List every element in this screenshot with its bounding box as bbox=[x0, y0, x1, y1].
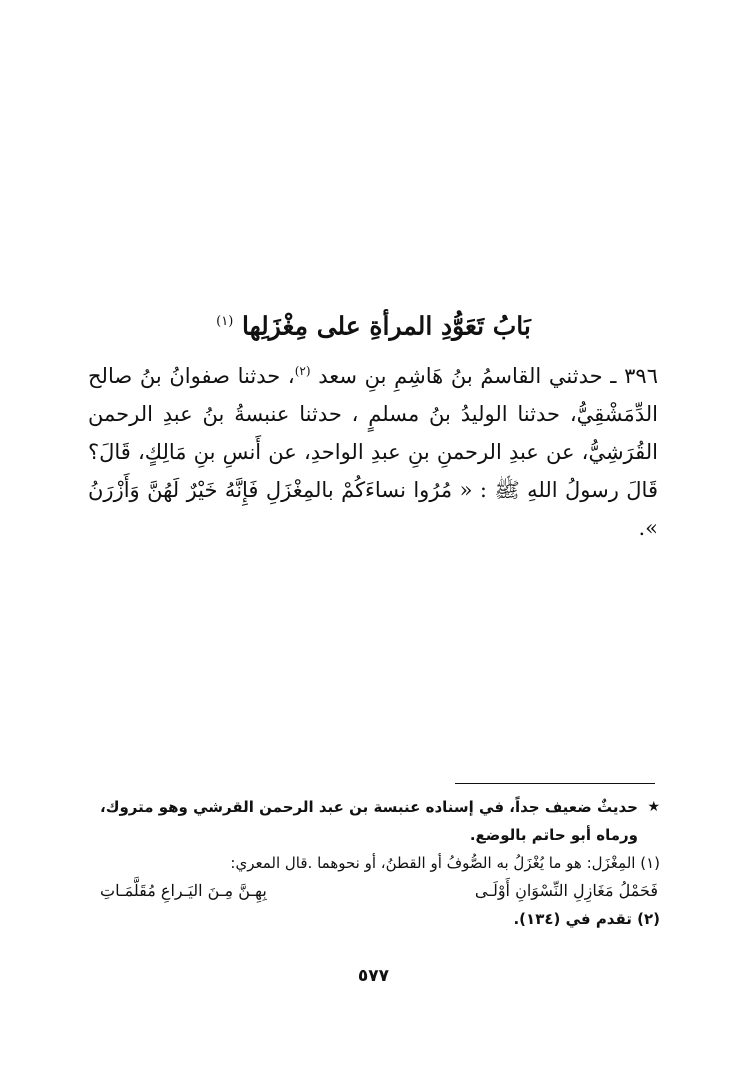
poem-second-hemistich: بِهِـنَّ مِـنَ اليَـراعِ مُقَلَّمَـاتِ bbox=[100, 881, 267, 900]
hadith-number: ٣٩٦ bbox=[624, 364, 658, 388]
footnote-2: (٢) تقدم في (١٣٤). bbox=[513, 910, 660, 928]
footnote-1: (١) المِغْزَل: هو ما يُغْزَلُ به الصُّوفُ أو القطنُ، أو نحوهما .قال المعري: bbox=[230, 854, 660, 872]
star-icon: ★ bbox=[647, 799, 660, 815]
hadith-text-part2: ، حدثنا صفوانُ بنُ صالح الدِّمَشْقِيُّ، حدثنا الوليدُ بنُ مسلمٍ ، حدثنا عنبسةُ بنُ عبدِ الرحمن القُرَشِيُّ، عن عبدِ الرحمنِ بنِ عبدِ الواحدِ، عن أَنسِ بنِ مَالِكٍ، قَالَ؟ قَالَ رسولُ اللهِ ﷺ : « مُرُوا نساءَكُمْ بالمِغْزَلِ فَإِنَّهُ خَيْرٌ لَهُنَّ وَأَزْرَنُ ». bbox=[88, 364, 658, 540]
hadith-text bbox=[88, 352, 658, 547]
footnotes bbox=[100, 793, 660, 933]
hadith-dash: ـ bbox=[602, 364, 617, 388]
hadith-footnote-ref: (٢) bbox=[294, 364, 311, 378]
page-number: ٥٧٧ bbox=[357, 966, 390, 986]
chapter-title-text: بَابُ تَعَوُّدِ المرأةِ على مِغْزَلِها bbox=[241, 311, 531, 341]
footnote-divider bbox=[455, 783, 655, 784]
hadith-text-part1: حدثني القاسمُ بنُ هَاشِمِ بنِ سعد bbox=[318, 364, 603, 388]
chapter-title bbox=[100, 302, 647, 346]
footnote-star-text: حديثٌ ضعيف جداً، في إسناده عنبسة بن عبد الرحمن القرشي وهو متروك، ورماه أبو حاتم بالوضع. bbox=[100, 798, 638, 844]
poem-first-hemistich: فَحَمْلُ مَغَازِلِ النِّسْوَانِ أَوْلَـى bbox=[474, 881, 658, 900]
footnote-star bbox=[100, 793, 660, 849]
chapter-footnote-ref: (١) bbox=[216, 314, 234, 329]
footnote-1-poem bbox=[100, 877, 660, 905]
